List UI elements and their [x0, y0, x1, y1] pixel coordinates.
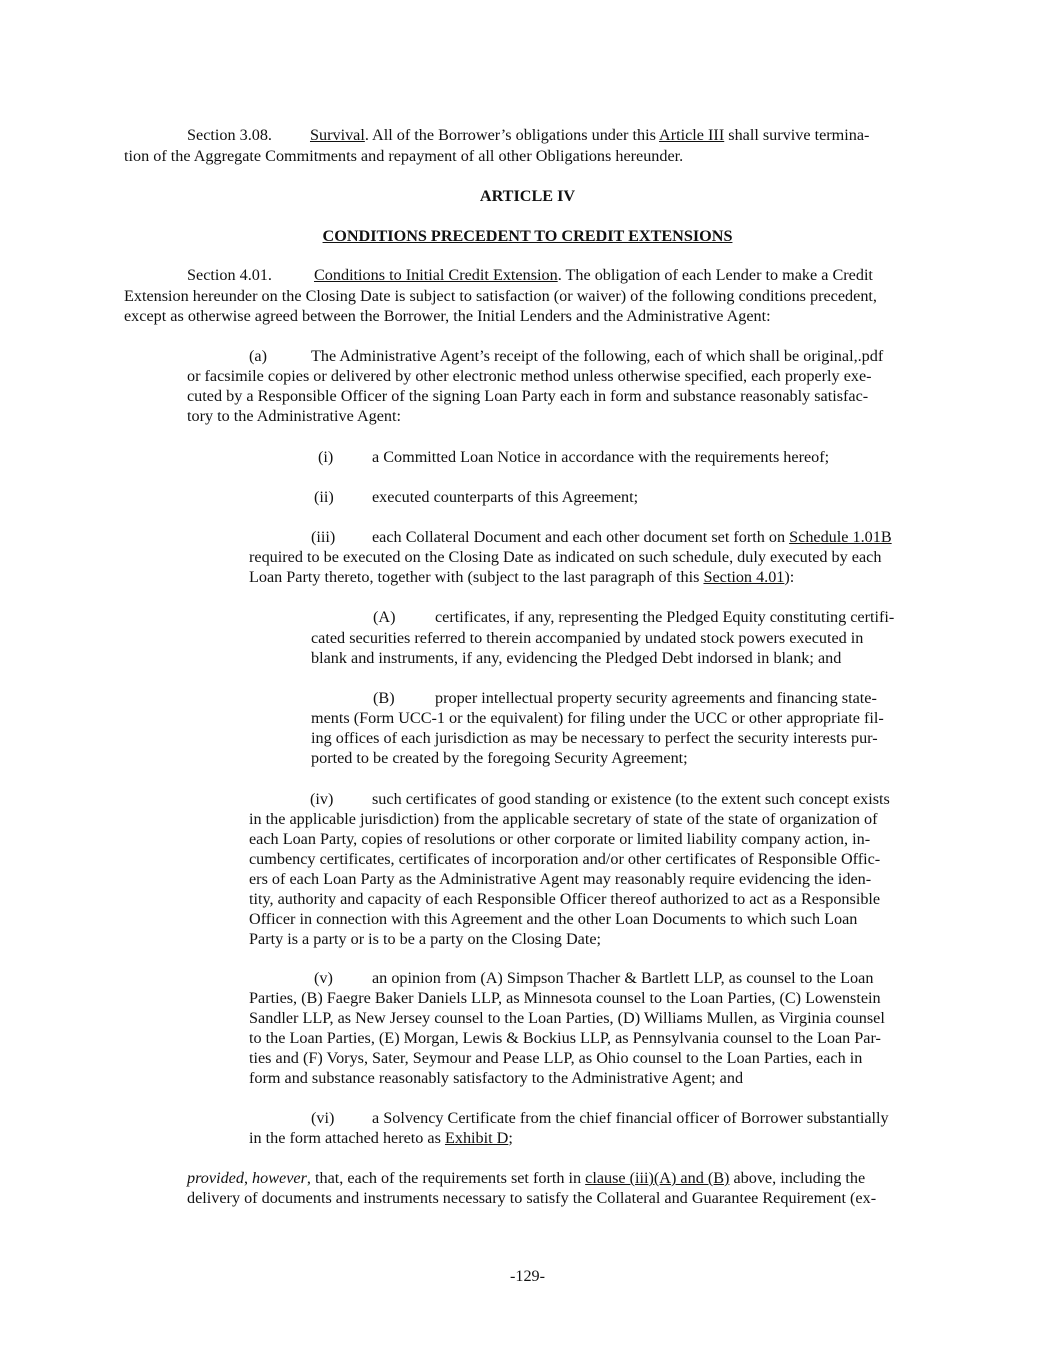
item-vi-label: (vi) — [311, 1109, 335, 1127]
item-iv-line-3: each Loan Party, copies of resolutions or other corporate or limited liability company action, in- — [249, 830, 871, 848]
item-iv-line-4: cumbency certificates, certificates of incorporation and/or other certificates of Responsible Offic- — [249, 850, 881, 868]
item-vi-line-1: a Solvency Certificate from the chief financial officer of Borrower substantially — [372, 1109, 889, 1127]
section-heading: Survival — [309, 126, 365, 144]
item-B-line-1: proper intellectual property security agreements and financing state- — [435, 689, 877, 707]
item-iv-label: (iv) — [310, 790, 334, 808]
item-iii-line-1 — [372, 527, 892, 547]
item-v-line-1: an opinion from (A) Simpson Thacher & Bartlett LLP, as counsel to the Loan — [372, 969, 874, 987]
item-iii-line-3 — [249, 567, 794, 587]
para-a-line-4: tory to the Administrative Agent: — [187, 407, 402, 425]
section-3-08-line-2: tion of the Aggregate Commitments and repayment of all other Obligations hereunder. — [124, 147, 684, 165]
item-ii-label: (ii) — [314, 488, 334, 506]
item-vi-line-2 — [249, 1128, 513, 1148]
item-B-line-2: ments (Form UCC-1 or the equivalent) for filing under the UCC or other appropriate fil- — [311, 709, 884, 727]
item-v-line-2: Parties, (B) Faegre Baker Daniels LLP, as Minnesota counsel to the Loan Parties, (C) Lowenstein — [249, 989, 881, 1007]
item-text: Loan Party thereto, together with (subject to the last paragraph of this — [249, 568, 704, 586]
item-iii-label: (iii) — [311, 528, 336, 546]
para-a-label: (a) — [249, 347, 267, 365]
proviso-line-2: delivery of documents and instruments necessary to satisfy the Collateral and Guarantee Requirement (ex- — [187, 1189, 877, 1207]
cross-reference-exhibit: Exhibit D — [444, 1129, 509, 1147]
proviso-italic-however: however — [252, 1169, 307, 1187]
item-iv-line-5: ers of each Loan Party as the Administrative Agent may reasonably require evidencing the iden- — [249, 870, 872, 888]
section-text: . All of the Borrower’s obligations under this — [364, 126, 660, 144]
section-number: Section 4.01. — [187, 266, 272, 284]
item-iii-line-2: required to be executed on the Closing Date as indicated on such schedule, duly executed by each — [249, 548, 882, 566]
item-iv-line-1: such certificates of good standing or existence (to the extent such concept exists — [372, 790, 890, 808]
item-text: each Collateral Document and each other document set forth on — [372, 528, 790, 546]
section-4-01-line-2: Extension hereunder on the Closing Date is subject to satisfaction (or waiver) of the following conditions precedent, — [124, 287, 877, 305]
para-a-line-2: or facsimile copies or delivered by other electronic method unless otherwise specified, each properly exe- — [187, 367, 872, 385]
cross-reference-clause: clause (iii)(A) and (B) — [585, 1169, 730, 1187]
item-i-label: (i) — [318, 448, 334, 466]
item-text: ; — [508, 1129, 513, 1147]
section-text: shall survive termina- — [724, 126, 870, 144]
item-A-line-1: certificates, if any, representing the Pledged Equity constituting certifi- — [435, 608, 895, 626]
article-number: ARTICLE IV — [479, 187, 576, 205]
cross-reference-schedule: Schedule 1.01B — [789, 528, 892, 546]
para-a-line-1: The Administrative Agent’s receipt of the following, each of which shall be original,.pdf — [311, 347, 884, 365]
item-i-text: a Committed Loan Notice in accordance with the requirements hereof; — [372, 448, 830, 466]
item-iv-line-8: Party is a party or is to be a party on the Closing Date; — [249, 930, 602, 948]
proviso-italic-provided: provided — [187, 1169, 244, 1187]
section-4-01-line-3: except as otherwise agreed between the Borrower, the Initial Lenders and the Administrative Agent: — [124, 307, 771, 325]
article-title: CONDITIONS PRECEDENT TO CREDIT EXTENSIONS — [322, 227, 733, 245]
item-text: in the form attached hereto as — [249, 1129, 445, 1147]
proviso-text: , that, each of the requirements set forth in — [306, 1169, 586, 1187]
proviso-line-1 — [187, 1168, 865, 1188]
page-number: -129- — [509, 1267, 546, 1285]
item-text: ): — [784, 568, 795, 586]
item-iv-line-6: tity, authority and capacity of each Responsible Officer thereof authorized to act as a Responsible — [249, 890, 881, 908]
item-B-line-4: ported to be created by the foregoing Security Agreement; — [311, 749, 688, 767]
item-B-line-3: ing offices of each jurisdiction as may be necessary to perfect the security interests pur- — [311, 729, 878, 747]
proviso-text: above, including the — [729, 1169, 866, 1187]
section-4-01-line-1 — [187, 265, 873, 285]
item-A-line-3: blank and instruments, if any, evidencing the Pledged Debt indorsed in blank; and — [311, 649, 842, 667]
proviso-text: , — [243, 1169, 253, 1187]
item-v-label: (v) — [314, 969, 333, 987]
section-number: Section 3.08. — [187, 126, 272, 144]
para-a-line-3: cuted by a Responsible Officer of the signing Loan Party each in form and substance reasonably satisfac- — [187, 387, 869, 405]
section-3-08-line-1 — [187, 125, 869, 145]
item-iv-line-2: in the applicable jurisdiction) from the applicable secretary of state of the state of organization of — [249, 810, 878, 828]
item-v-line-4: to the Loan Parties, (E) Morgan, Lewis & Bockius LLP, as Pennsylvania counsel to the Loan Par- — [249, 1029, 881, 1047]
item-v-line-5: ties and (F) Vorys, Sater, Seymour and Pease LLP, as Ohio counsel to the Loan Parties, each in — [249, 1049, 863, 1067]
cross-reference-article-iii: Article III — [659, 126, 725, 144]
cross-reference-section: Section 4.01 — [703, 568, 785, 586]
item-B-label: (B) — [373, 689, 395, 707]
item-ii-text: executed counterparts of this Agreement; — [372, 488, 639, 506]
section-text: . The obligation of each Lender to make a Credit — [557, 266, 873, 284]
item-A-label: (A) — [373, 608, 396, 626]
item-iv-line-7: Officer in connection with this Agreement and the other Loan Documents to which such Loan — [249, 910, 858, 928]
section-heading: Conditions to Initial Credit Extension — [313, 266, 558, 284]
item-v-line-6: form and substance reasonably satisfactory to the Administrative Agent; and — [249, 1069, 744, 1087]
item-A-line-2: cated securities referred to therein accompanied by undated stock powers executed in — [311, 629, 864, 647]
item-v-line-3: Sandler LLP, as New Jersey counsel to the Loan Parties, (D) Williams Mullen, as Virginia counsel — [249, 1009, 885, 1027]
